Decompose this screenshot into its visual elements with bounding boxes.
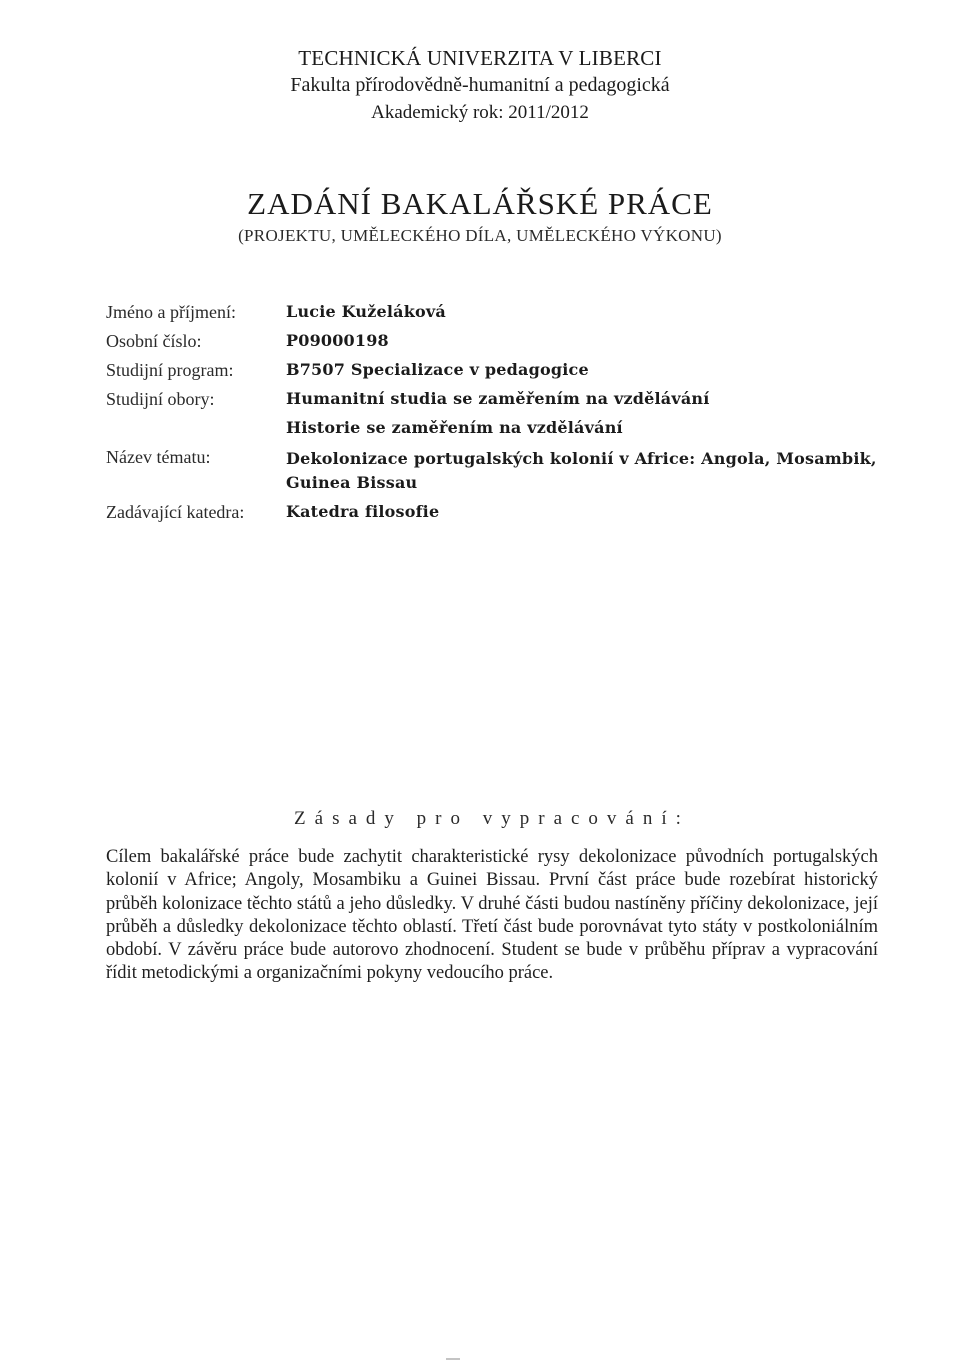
info-values (286, 358, 886, 382)
student-name: Lucie Kuželáková (286, 302, 446, 321)
personal-number: P09000198 (286, 331, 389, 350)
info-row-personal-number (106, 329, 886, 353)
thesis-info-table (106, 300, 886, 529)
info-label: Název tématu: (106, 447, 211, 467)
thesis-topic: Dekolonizace portugalských kolonií v Africe: Angola, Mosambik, Guinea Bissau (286, 449, 877, 492)
scan-speck (446, 1358, 460, 1360)
title-block (0, 184, 960, 248)
study-field: Humanitní studia se zaměřením na vzdělávání (286, 389, 710, 408)
principles-section (106, 806, 878, 986)
principles-text: Cílem bakalářské práce bude zachytit charakteristické rysy dekolonizace původních portugalských kolonií v Africe; Angoly, Mosambiku a Guinei Bissau. První část práce bude rozebírat historický průběh kolonizace těchto států a jeho důsledky. V druhé části budou nastíněny příčiny dekolonizace, její průběh a důsledky dekolonizace těchto oblastí. Třetí část bude porovnávat tyto státy v postkoloniálním období. V závěru práce bude autorovo zhodnocení. Student se bude v průběhu příprav a vypracování řídit metodickými a organizačními pokyny vedoucího práce. (106, 847, 878, 984)
document-subtitle: (PROJEKTU, UMĚLECKÉHO DÍLA, UMĚLECKÉHO VÝKONU) (238, 226, 722, 245)
university-name: TECHNICKÁ UNIVERZITA V LIBERCI (298, 46, 662, 70)
info-values (286, 387, 886, 440)
principles-heading: Zásady pro vypracování: (294, 808, 690, 829)
info-row-study-program (106, 358, 886, 382)
document-title: ZADÁNÍ BAKALÁŘSKÉ PRÁCE (247, 186, 713, 221)
info-row-study-fields (106, 387, 886, 440)
info-label: Osobní číslo: (106, 331, 202, 351)
info-row-topic (106, 445, 886, 495)
info-values (286, 445, 886, 495)
info-values (286, 300, 886, 324)
info-values (286, 500, 886, 524)
info-label: Zadávající katedra: (106, 502, 245, 522)
study-field: Historie se zaměřením na vzdělávání (286, 418, 623, 437)
info-values (286, 329, 886, 353)
info-label: Studijní program: (106, 360, 234, 380)
faculty-name: Fakulta přírodovědně-humanitní a pedagogická (290, 74, 670, 96)
info-row-department (106, 500, 886, 524)
info-row-name (106, 300, 886, 324)
document-header (0, 44, 960, 126)
study-program: B7507 Specializace v pedagogice (286, 360, 589, 379)
academic-year: Akademický rok: 2011/2012 (371, 102, 589, 123)
info-label: Jméno a příjmení: (106, 302, 236, 322)
department: Katedra filosofie (286, 502, 440, 521)
info-label: Studijní obory: (106, 389, 215, 409)
